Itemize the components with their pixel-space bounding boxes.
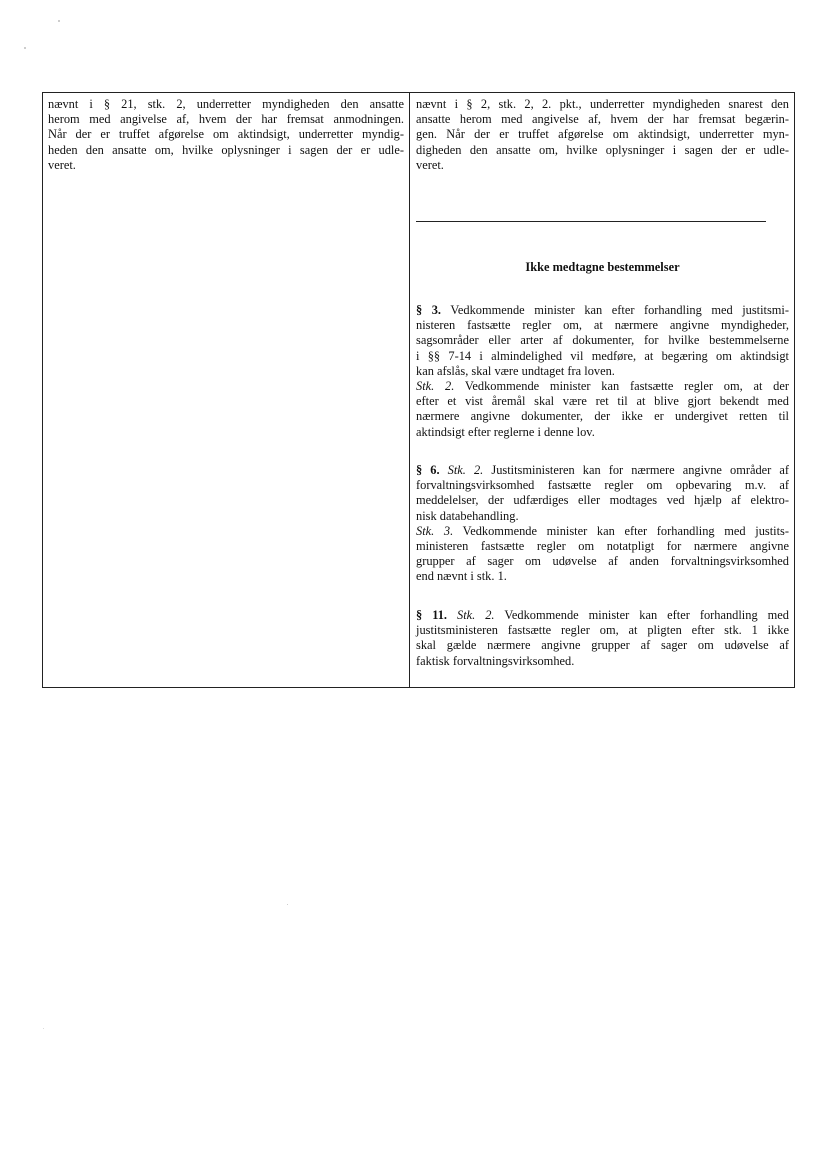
text-line: veret.: [48, 157, 76, 172]
section-label: § 3.: [416, 303, 442, 317]
text-line: nisk databehandling.: [416, 508, 519, 523]
right-column-text: [416, 97, 789, 173]
text-line: Når der er truffet afgørelse om aktindsigt, underretter myndig-: [48, 127, 404, 142]
text-line: heden den ansatte om, hvilke oplysninger i sagen der er udle-: [48, 142, 404, 157]
section-3-block: [416, 303, 789, 440]
text-line: nævnt i § 2, stk. 2, 2. pkt., underretter myndigheden snarest den: [416, 97, 789, 111]
text-line: Stk. 2. Vedkommende minister kan fastsætte regler om, at der: [416, 379, 789, 394]
text-line: forvaltningsvirksomhed fastsætte regler om opbevaring m.v. af: [416, 478, 789, 493]
scan-speck: [24, 47, 26, 49]
text-line: aktindsigt efter reglerne i denne lov.: [416, 424, 595, 439]
text-line: gen. Når der er truffet afgørelse om aktindsigt, underretter myn-: [416, 127, 789, 142]
section-heading: Ikke medtagne bestemmelser: [525, 260, 680, 274]
scan-speck: [58, 20, 60, 22]
section-label: § 11.: [416, 608, 447, 622]
text-line: justitsministeren fastsætte regler om, at pligten efter stk. 1 ikke: [416, 623, 789, 638]
left-column-text: [48, 97, 404, 173]
text-line: ministeren fastsætte regler om notatpligt for nærmere angivne: [416, 539, 789, 554]
stk-label: Stk. 2.: [457, 608, 495, 622]
text-line: § 3. Vedkommende minister kan efter forhandling med justitsmi-: [416, 303, 790, 317]
text-line: herom med angivelse af, hvem der har fremsat anmodningen.: [48, 112, 404, 127]
text-line: i §§ 7-14 i almindelighed vil medføre, at begæring om aktindsigt: [416, 348, 789, 363]
text-line: sagsområder eller arter af dokumenter, for hvilke bestemmelserne: [416, 333, 789, 348]
text-line: veret.: [416, 157, 444, 172]
section-11-block: [416, 608, 789, 669]
text-line: skal gælde nærmere angivne grupper af sager om udøvelse af: [416, 638, 789, 653]
text-line: § 11. Stk. 2. Vedkommende minister kan efter forhandling med: [416, 608, 789, 622]
stk-label: Stk. 3.: [416, 523, 454, 538]
column-divider: [409, 93, 410, 687]
text-line: efter et vist åremål skal være ret til at blive gjort bekendt med: [416, 394, 789, 409]
text-line: nisteren fastsætte regler om, at nærmere angivne myndigheder,: [416, 318, 789, 333]
text-line: faktisk forvaltningsvirksomhed.: [416, 653, 575, 668]
text-line: kan afslås, skal være undtaget fra loven.: [416, 363, 615, 378]
horizontal-rule: [416, 221, 766, 222]
text-line: digheden den ansatte om, hvilke oplysninger i sagen der er udle-: [416, 142, 789, 157]
text-line: nærmere angivne dokumenter, der ikke er undergivet retten til: [416, 409, 789, 424]
text-line: grupper af sager om udøvelse af anden forvaltningsvirksomhed: [416, 554, 789, 569]
section-label: § 6.: [416, 463, 440, 477]
text-line: meddelelser, der udfærdiges eller modtages ved hjælp af elektro-: [416, 493, 789, 508]
text-line: nævnt i § 21, stk. 2, underretter myndigheden den ansatte: [48, 97, 404, 111]
section-6-block: [416, 463, 789, 585]
scan-speck: [43, 1028, 44, 1029]
text-line: end nævnt i stk. 1.: [416, 569, 507, 584]
text-line: ansatte herom med angivelse af, hvem der har fremsat begærin-: [416, 112, 789, 127]
scan-speck: [287, 904, 288, 905]
text-line: § 6. Stk. 2. Justitsministeren kan for nærmere angivne områder af: [416, 463, 789, 477]
comparison-table: [42, 92, 795, 688]
stk-label: Stk. 2.: [447, 463, 484, 477]
text-line: Stk. 3. Vedkommende minister kan efter forhandling med justits-: [416, 523, 789, 538]
stk-label: Stk. 2.: [416, 379, 455, 394]
